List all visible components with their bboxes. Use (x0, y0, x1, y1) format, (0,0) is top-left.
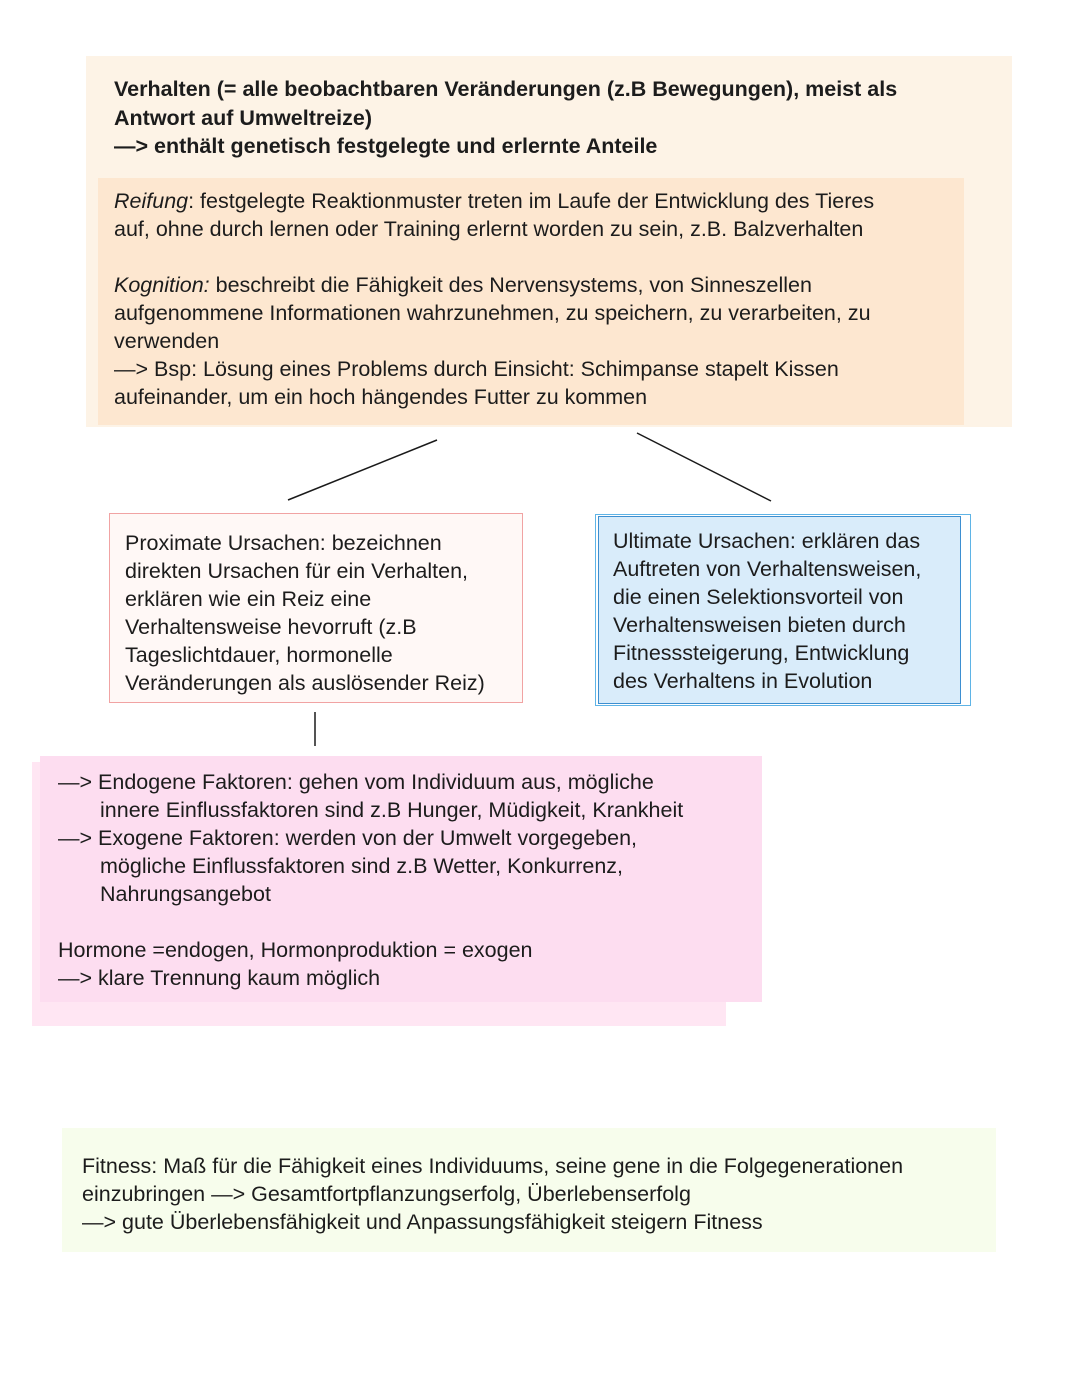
reifung-line-1: : festgelegte Reaktionmuster treten im Laufe der Entwicklung des Tieres (188, 189, 875, 213)
proximate-line: Verhaltensweise hevorruft (z.B (125, 615, 417, 639)
proximate-line: Veränderungen als auslösender Reiz) (125, 671, 485, 695)
kognition-line-4: —> Bsp: Lösung eines Problems durch Einsicht: Schimpanse stapelt Kissen (114, 357, 839, 381)
proximate-line: Tageslichtdauer, hormonelle (125, 643, 393, 667)
ultimate-line: die einen Selektionsvorteil von (613, 585, 904, 609)
exogen-line-2: mögliche Einflussfaktoren sind z.B Wetter, Konkurrenz, (100, 854, 624, 878)
kognition-term: Kognition: (114, 273, 210, 297)
fitness-line-2: einzubringen —> Gesamtfortpflanzungserfolg, Überlebenserfolg (82, 1182, 691, 1206)
ultimate-causes-text (613, 527, 921, 695)
ultimate-line: Fitnesssteigerung, Entwicklung (613, 641, 910, 665)
reifung-line-2: auf, ohne durch lernen oder Training erlernt worden zu sein, z.B. Balzverhalten (114, 217, 864, 241)
exogen-line-3: Nahrungsangebot (100, 882, 271, 906)
proximate-line: direkten Ursachen für ein Verhalten, (125, 559, 469, 583)
ultimate-line: des Verhaltens in Evolution (613, 669, 873, 693)
endogen-line-1: —> Endogene Faktoren: gehen vom Individuum aus, mögliche (58, 770, 654, 794)
fitness-line-1: Fitness: Maß für die Fähigkeit eines Individuums, seine gene in die Folgegenerationen (82, 1154, 904, 1178)
kognition-paragraph (114, 271, 871, 411)
factors-text (58, 768, 683, 992)
heading-line-1: Verhalten (= alle beobachtbaren Veränderungen (z.B Bewegungen), meist als (114, 77, 898, 101)
separation-line: —> klare Trennung kaum möglich (58, 966, 381, 990)
fitness-line-3: —> gute Überlebensfähigkeit und Anpassungsfähigkeit steigern Fitness (82, 1210, 763, 1234)
hormone-line: Hormone =endogen, Hormonproduktion = exogen (58, 938, 533, 962)
heading-line-3: —> enthält genetisch festgelegte und erlernte Anteile (114, 134, 658, 158)
behavior-heading (114, 75, 897, 161)
proximate-line: erklären wie ein Reiz eine (125, 587, 372, 611)
proximate-line: Proximate Ursachen: bezeichnen (125, 531, 442, 555)
connector-to-proximate (288, 440, 437, 500)
ultimate-line: Ultimate Ursachen: erklären das (613, 529, 921, 553)
exogen-line-1: —> Exogene Faktoren: werden von der Umwelt vorgegeben, (58, 826, 638, 850)
kognition-line-3: verwenden (114, 329, 220, 353)
kognition-line-2: aufgenommene Informationen wahrzunehmen, zu speichern, zu verarbeiten, zu (114, 301, 871, 325)
ultimate-line: Auftreten von Verhaltensweisen, (613, 557, 922, 581)
connector-to-ultimate (637, 433, 771, 501)
kognition-line-1: beschreibt die Fähigkeit des Nervensystems, von Sinneszellen (209, 273, 812, 297)
reifung-term: Reifung (114, 189, 189, 213)
reifung-paragraph (114, 187, 874, 243)
heading-line-2: Antwort auf Umweltreize) (114, 105, 373, 130)
endogen-line-2: innere Einflussfaktoren sind z.B Hunger, Müdigkeit, Krankheit (100, 798, 684, 822)
fitness-text (82, 1152, 903, 1236)
kognition-line-5: aufeinander, um ein hoch hängendes Futter zu kommen (114, 385, 648, 409)
proximate-causes-text (125, 529, 485, 697)
ultimate-line: Verhaltensweisen bieten durch (613, 613, 906, 637)
